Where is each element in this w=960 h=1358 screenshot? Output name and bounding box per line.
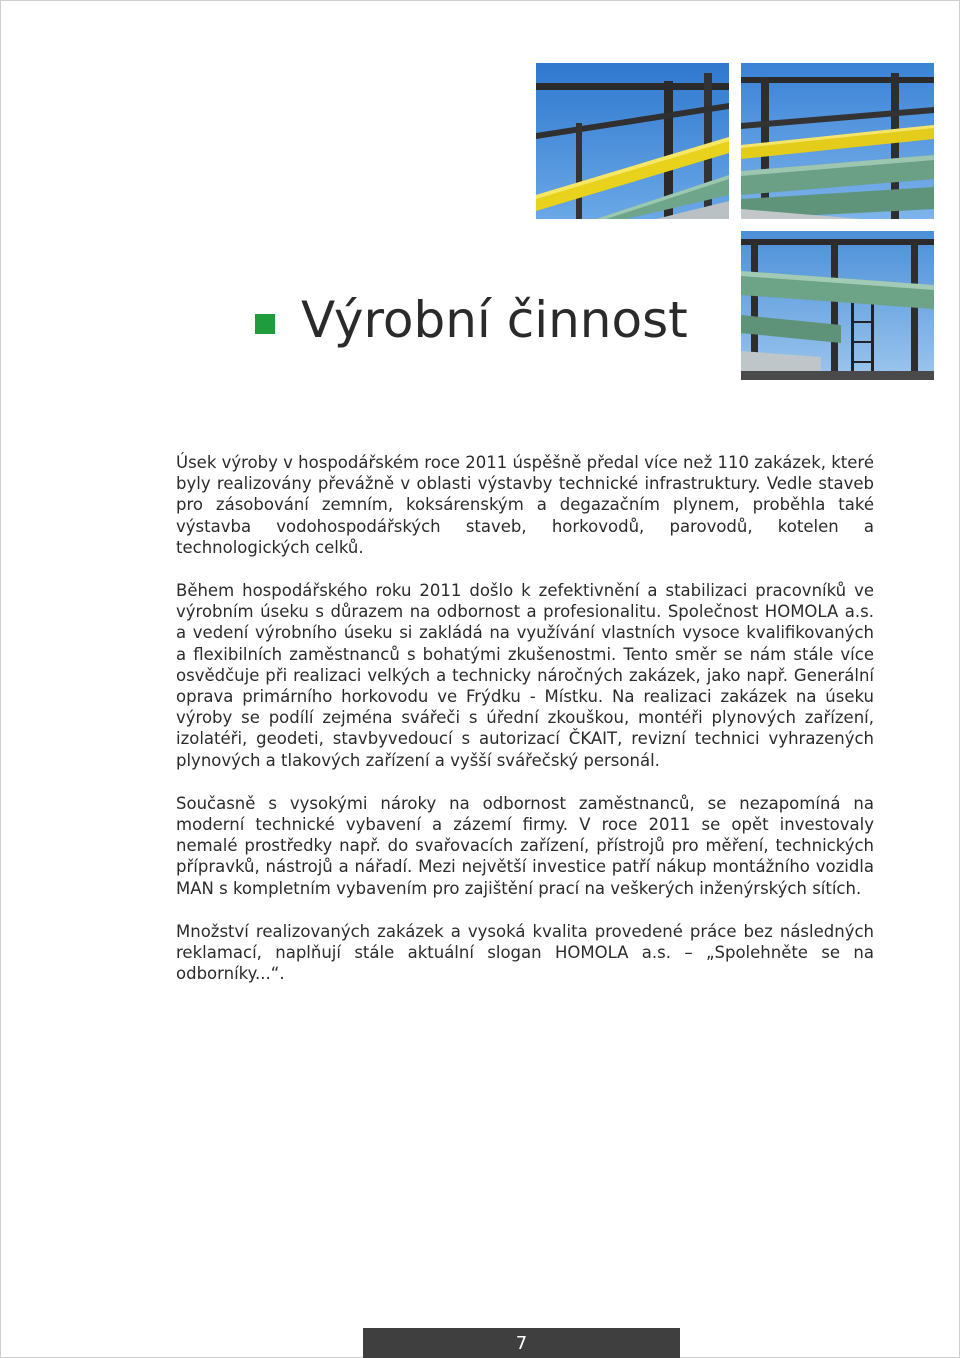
page-number: 7	[515, 1332, 528, 1354]
paragraph-3: Současně s vysokými nároky na odbornost zaměstnanců, se nezapomíná na moderní technické vybavení a zázemí firmy. V roce 2011 se opět investovaly nemalé prostředky např. do svařovacích zařízení, přístrojů pro měření, technických přípravků, nástrojů a nářadí. Mezi největší investice patří nákup montážního vozidla MAN s kompletním vybavením pro zajištění prací na veškerých inženýrských sítích.	[176, 793, 874, 898]
pipeline-photo-top-right	[741, 63, 934, 219]
heading-accent-square	[255, 314, 275, 334]
paragraph-1: Úsek výroby v hospodářském roce 2011 úspěšně předal více než 110 zakázek, které byly realizovány převážně v oblasti výstavby technické infrastruktury. Vedle staveb pro zásobování zemním, koksárenským a degazačním plynem, proběhla také výstavba vodohospodářských staveb, horkovodů, parovodů, kotelen a technologických celků.	[176, 453, 874, 557]
pipeline-photo-top-left	[536, 63, 729, 219]
paragraph-2: Během hospodářského roku 2011 došlo k zefektivnění a stabilizaci pracovníků ve výrobním úseku s důrazem na odbornost a profesionalitu. Společnost HOMOLA a.s. a vedení výrobního úseku si zakládá na využívání vlastních vysoce kvalifikovaných a flexibilních zaměstnanců s bohatými zkušenostmi. Tento směr se nám stále více osvědčuje při realizaci velkých a technicky náročných zakázek, jako např. Generální oprava primárního horkovodu ve Frýdku - Místku. Na realizaci zakázek na úseku výroby se podílí zejména svářeči s úřední zkouškou, montéři plynových zařízení, izolatéři, geodeti, stavbyvedoucí s autorizací ČKAIT, revizní technici vyhrazených plynových a tlakových zařízení a vyšší svářečský personál.	[176, 581, 874, 770]
page-title: Výrobní činnost	[301, 291, 688, 349]
paragraph-4: Množství realizovaných zakázek a vysoká kvalita provedené práce bez následných reklamací, naplňují stále aktuální slogan HOMOLA a.s. – „Spolehněte se na odborníky...“.	[176, 921, 874, 984]
section-heading	[255, 288, 688, 352]
body-content	[176, 452, 874, 1006]
footer-bar	[363, 1328, 680, 1358]
pipeline-photo-bottom-right	[741, 231, 934, 380]
